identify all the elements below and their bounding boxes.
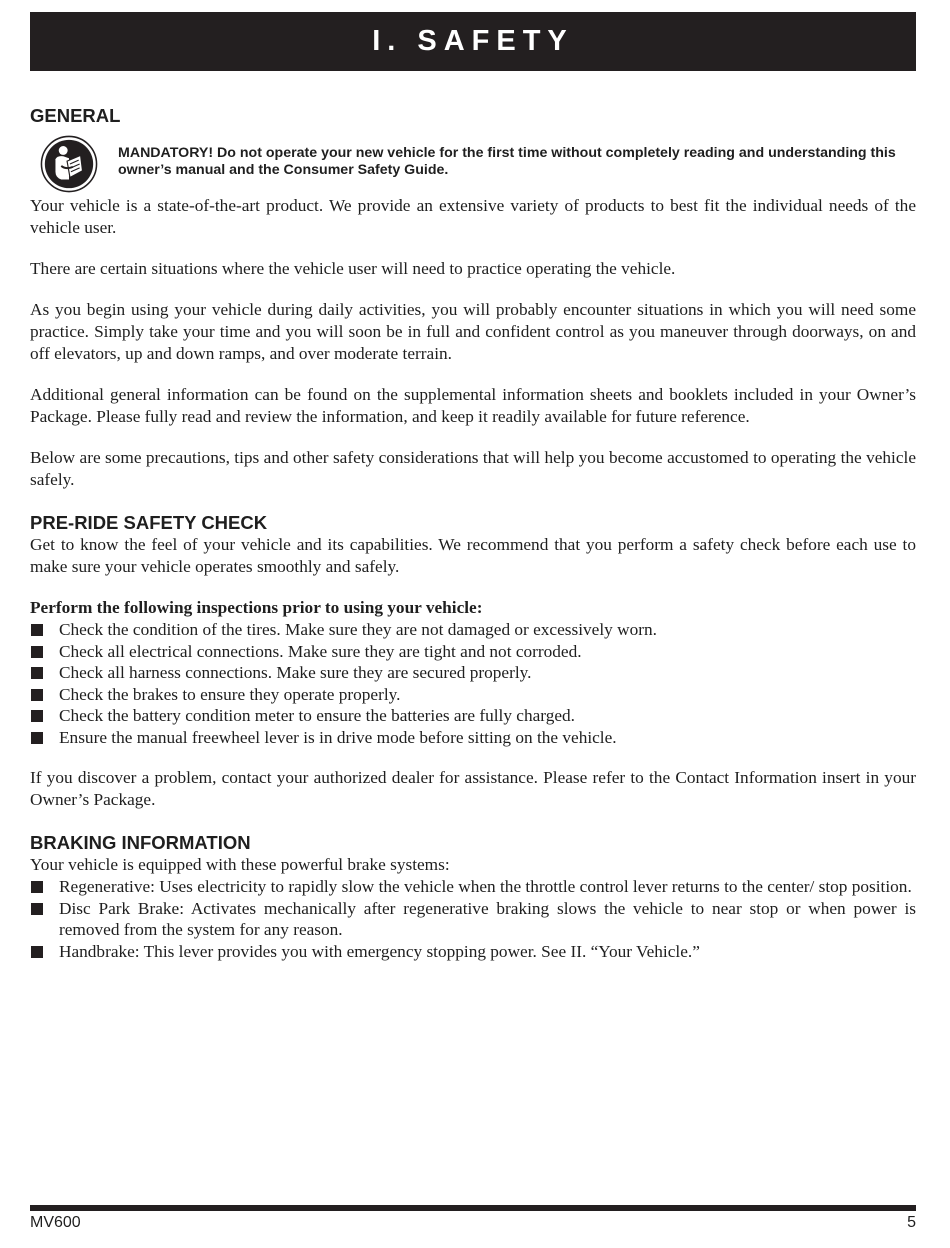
preride-intro: Get to know the feel of your vehicle and its capabilities. We recommend that you perform a safety check before each use to make sure your vehicle operates smoothly and safely. — [30, 535, 916, 576]
list-item: Check the battery condition meter to ensure the batteries are fully charged. — [30, 705, 916, 727]
list-item: Check all electrical connections. Make sure they are tight and not corroded. — [30, 641, 916, 663]
bullet-square-icon — [31, 903, 43, 915]
list-item: Check the condition of the tires. Make sure they are not damaged or excessively worn. — [30, 619, 916, 641]
bullet-square-icon — [31, 881, 43, 893]
bullet-square-icon — [31, 710, 43, 722]
preride-outro: If you discover a problem, contact your authorized dealer for assistance. Please refer to the Contact Information insert in your Owner’s Package. — [30, 768, 916, 809]
section-title-bar — [30, 12, 916, 71]
bullet-square-icon — [31, 667, 43, 679]
list-item: Handbrake: This lever provides you with emergency stopping power. See II. “Your Vehicle.” — [30, 941, 916, 963]
footer-rule — [30, 1205, 916, 1211]
read-manual-icon — [40, 135, 98, 193]
inspection-list — [30, 619, 916, 748]
bullet-square-icon — [31, 624, 43, 636]
list-item: Check all harness connections. Make sure they are secured properly. — [30, 662, 916, 684]
braking-heading: BRAKING INFORMATION — [30, 832, 251, 853]
section-title: I. SAFETY — [372, 25, 574, 57]
manual-page — [30, 12, 916, 962]
general-heading: GENERAL — [30, 105, 121, 126]
list-item: Check the brakes to ensure they operate properly. — [30, 684, 916, 706]
mandatory-text: MANDATORY! Do not operate your new vehicle for the first time without completely reading and understanding this owner’s manual and the Consumer Safety Guide. — [118, 145, 896, 178]
general-paragraph: As you begin using your vehicle during daily activities, you will probably encounter situations in which you will need some practice. Simply take your time and you will soon be in full and confident control as you maneuver through doorways, on and off elevators, up and down ramps, and over moderate terrain. — [30, 300, 916, 363]
mandatory-notice — [30, 135, 916, 193]
bullet-square-icon — [31, 689, 43, 701]
brake-list — [30, 876, 916, 962]
general-paragraph: Below are some precautions, tips and other safety considerations that will help you become accustomed to operating the vehicle safely. — [30, 448, 916, 489]
bullet-square-icon — [31, 946, 43, 958]
braking-intro: Your vehicle is equipped with these powerful brake systems: — [30, 855, 450, 874]
list-item: Regenerative: Uses electricity to rapidly slow the vehicle when the throttle control lever returns to the center/ stop position. — [30, 876, 916, 898]
preride-heading: PRE-RIDE SAFETY CHECK — [30, 512, 268, 533]
bullet-square-icon — [31, 732, 43, 744]
list-item: Ensure the manual freewheel lever is in drive mode before sitting on the vehicle. — [30, 727, 916, 749]
general-paragraph: There are certain situations where the vehicle user will need to practice operating the vehicle. — [30, 259, 676, 278]
bullet-square-icon — [31, 646, 43, 658]
footer-model: MV600 — [30, 1214, 81, 1231]
page-number: 5 — [907, 1214, 916, 1231]
inspection-list-title: Perform the following inspections prior to using your vehicle: — [30, 598, 483, 617]
list-item: Disc Park Brake: Activates mechanically after regenerative braking slows the vehicle to near stop or when power is removed from the system for any reason. — [30, 898, 916, 941]
general-paragraph: Additional general information can be found on the supplemental information sheets and booklets included in your Owner’s Package. Please fully read and review the information, and keep it readily available for future reference. — [30, 385, 916, 426]
general-paragraph: Your vehicle is a state-of-the-art product. We provide an extensive variety of products to best fit the individual needs of the vehicle user. — [30, 196, 916, 237]
